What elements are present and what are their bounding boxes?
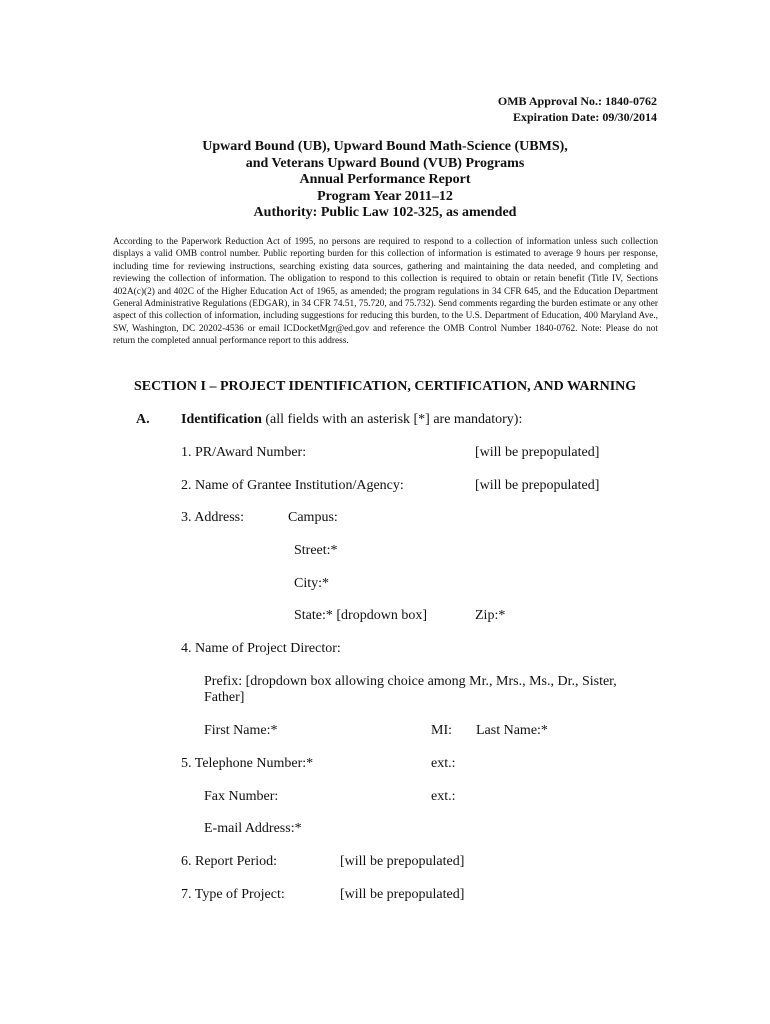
state-label: State:* [dropdown box] bbox=[294, 608, 427, 623]
report-period-value: [will be prepopulated] bbox=[340, 854, 465, 869]
address-label: 3. Address: bbox=[181, 510, 244, 525]
telephone-ext-label: ext.: bbox=[431, 756, 456, 771]
omb-approval-number: OMB Approval No.: 1840-0762 bbox=[497, 94, 657, 108]
street-label: Street:* bbox=[294, 543, 338, 558]
paperwork-reduction-statement: According to the Paperwork Reduction Act of 1995, no persons are required to respond to a collection of information unless such collection displays a valid OMB control number. Public reporting burden for this collection of information is estimated to average 9 hours per response, including time for reviewing instructions, searching existing data sources, gathering and maintaining the data needed, and completing and reviewing the collection of information. The obligation to respond to this collection is required to obtain or retain benefit (Title IV, Sections 402A(c)(2) and 402C of the Higher Education Act of 1965, as amended; the program regulations in 34 CFR 645, and the Education Department General Administrative Regulations (EDGAR), in 34 CFR 74.51, 75.720, and 75.732). Send comments regarding the burden estimate or any other aspect of this collection of information, including suggestions for reducing this burden, to the U.S. Department of Education, 400 Maryland Ave., SW, Washington, DC 20202-4536 or email ICDocketMgr@ed.gov and reference the OMB Control Number 1840-0762. Note: Please do not return the completed annual performance report to this address. bbox=[113, 237, 658, 347]
program-year: Program Year 2011–12 bbox=[317, 189, 453, 204]
first-name-label: First Name:* bbox=[204, 723, 278, 738]
fax-ext-label: ext.: bbox=[431, 789, 456, 804]
subsection-title: Identification bbox=[181, 412, 262, 427]
authority-line: Authority: Public Law 102-325, as amended bbox=[253, 205, 517, 220]
zip-label: Zip:* bbox=[475, 608, 506, 623]
report-title-line-2: and Veterans Upward Bound (VUB) Programs bbox=[245, 156, 525, 171]
email-label: E-mail Address:* bbox=[204, 821, 302, 836]
project-director-label: 4. Name of Project Director: bbox=[181, 641, 341, 656]
middle-initial-label: MI: bbox=[431, 723, 452, 738]
last-name-label: Last Name:* bbox=[476, 723, 548, 738]
grantee-name-label: 2. Name of Grantee Institution/Agency: bbox=[181, 478, 404, 493]
subsection-letter: A. bbox=[136, 412, 150, 427]
prefix-label-continued: Father] bbox=[204, 690, 245, 705]
telephone-label: 5. Telephone Number:* bbox=[181, 756, 314, 771]
subsection-note: (all fields with an asterisk [*] are mandatory): bbox=[261, 412, 523, 427]
project-type-value: [will be prepopulated] bbox=[340, 887, 465, 902]
subsection-heading bbox=[181, 412, 522, 428]
grantee-name-value: [will be prepopulated] bbox=[475, 478, 600, 493]
award-number-label: 1. PR/Award Number: bbox=[181, 445, 307, 460]
report-title-line-3: Annual Performance Report bbox=[299, 172, 471, 187]
expiration-date: Expiration Date: 09/30/2014 bbox=[513, 110, 657, 124]
report-title-line-1: Upward Bound (UB), Upward Bound Math-Science (UBMS), bbox=[202, 139, 568, 154]
report-period-label: 6. Report Period: bbox=[181, 854, 278, 869]
fax-label: Fax Number: bbox=[204, 789, 279, 804]
section-heading: SECTION I – PROJECT IDENTIFICATION, CERTIFICATION, AND WARNING bbox=[134, 379, 637, 394]
award-number-value: [will be prepopulated] bbox=[475, 445, 600, 460]
project-type-label: 7. Type of Project: bbox=[181, 887, 285, 902]
city-label: City:* bbox=[294, 576, 330, 591]
campus-label: Campus: bbox=[288, 510, 338, 525]
prefix-label: Prefix: [dropdown box allowing choice among Mr., Mrs., Ms., Dr., Sister, bbox=[204, 674, 617, 689]
